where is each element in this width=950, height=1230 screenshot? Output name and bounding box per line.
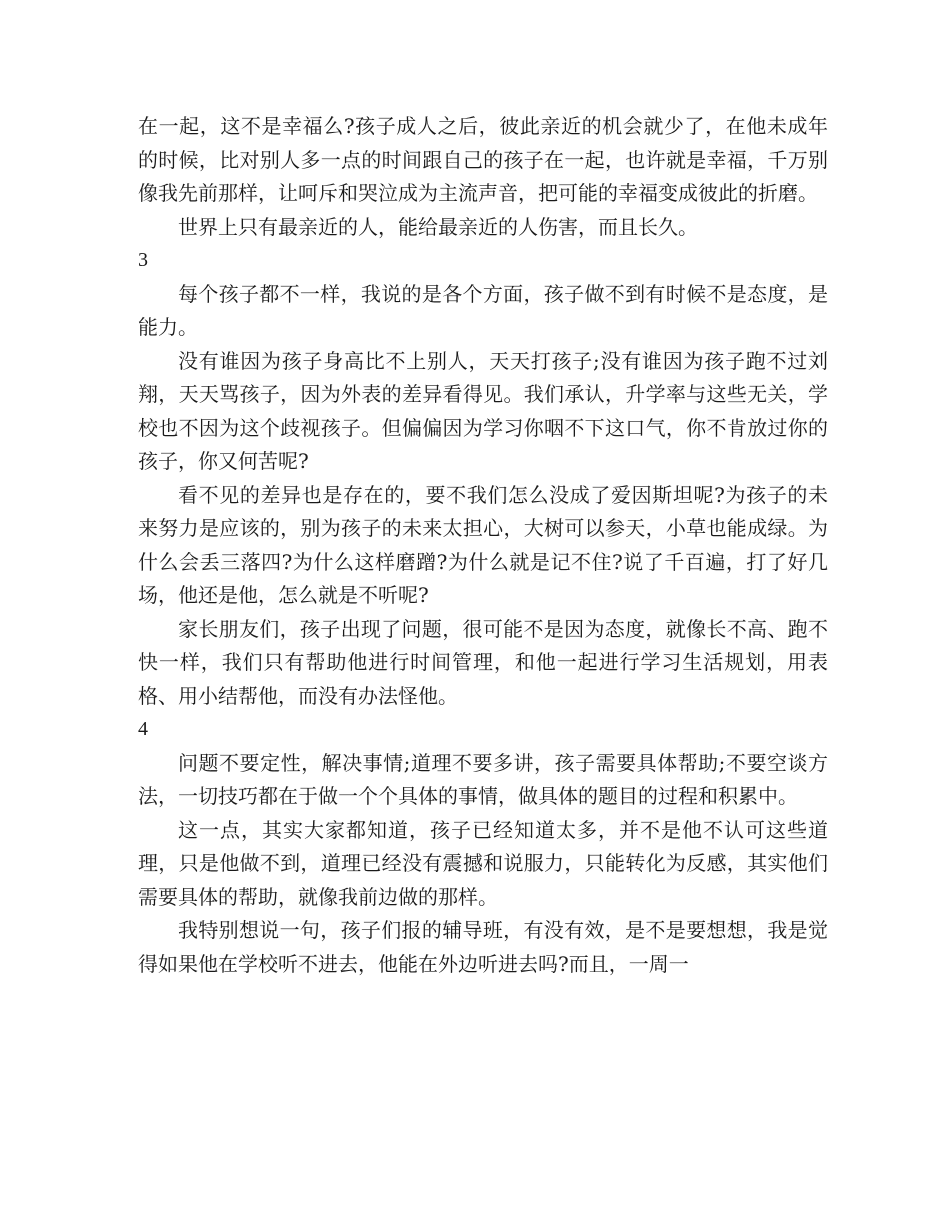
paragraph-7: 问题不要定性，解决事情;道理不要多讲，孩子需要具体帮助;不要空谈方法，一切技巧都在于做一个个具体的事情，做具体的题目的过程和积累中。 [138, 750, 828, 808]
section-number-4: 4 [138, 718, 148, 740]
paragraph-3: 每个孩子都不一样，我说的是各个方面，孩子做不到有时候不是态度，是能力。 [138, 281, 828, 339]
paragraph-4: 没有谁因为孩子身高比不上别人，天天打孩子;没有谁因为孩子跑不过刘翔，天天骂孩子，因为外表的差异看得见。我们承认，升学率与这些无关，学校也不因为这个歧视孩子。但偏偏因为学习你咽不下这口气，你不肯放过你的孩子，你又何苦呢? [138, 348, 828, 473]
paragraph-5: 看不见的差异也是存在的，要不我们怎么没成了爱因斯坦呢?为孩子的未来努力是应该的，别为孩子的未来太担心，大树可以参天，小草也能成绿。为什么会丢三落四?为什么这样磨蹭?为什么就是记不住?说了千百遍，打了好几场，他还是他，怎么就是不听呢? [138, 482, 828, 607]
paragraph-6: 家长朋友们，孩子出现了问题，很可能不是因为态度，就像长不高、跑不快一样，我们只有帮助他进行时间管理，和他一起进行学习生活规划，用表格、用小结帮他，而没有办法怪他。 [138, 616, 828, 708]
document-page [138, 110, 828, 981]
paragraph-2: 世界上只有最亲近的人，能给最亲近的人伤害，而且长久。 [178, 214, 698, 239]
paragraph-9: 我特别想说一句，孩子们报的辅导班，有没有效，是不是要想想，我是觉得如果他在学校听不进去，他能在外边听进去吗?而且，一周一 [138, 918, 828, 976]
paragraph-8: 这一点，其实大家都知道，孩子已经知道太多，并不是他不认可这些道理，只是他做不到，道理已经没有震撼和说服力，只能转化为反感，其实他们需要具体的帮助，就像我前边做的那样。 [138, 817, 828, 909]
section-number-3: 3 [138, 249, 148, 271]
paragraph-1: 在一起，这不是幸福么?孩子成人之后，彼此亲近的机会就少了，在他未成年的时候，比对别人多一点的时间跟自己的孩子在一起，也许就是幸福，千万别像我先前那样，让呵斥和哭泣成为主流声音，把可能的幸福变成彼此的折磨。 [138, 114, 828, 205]
